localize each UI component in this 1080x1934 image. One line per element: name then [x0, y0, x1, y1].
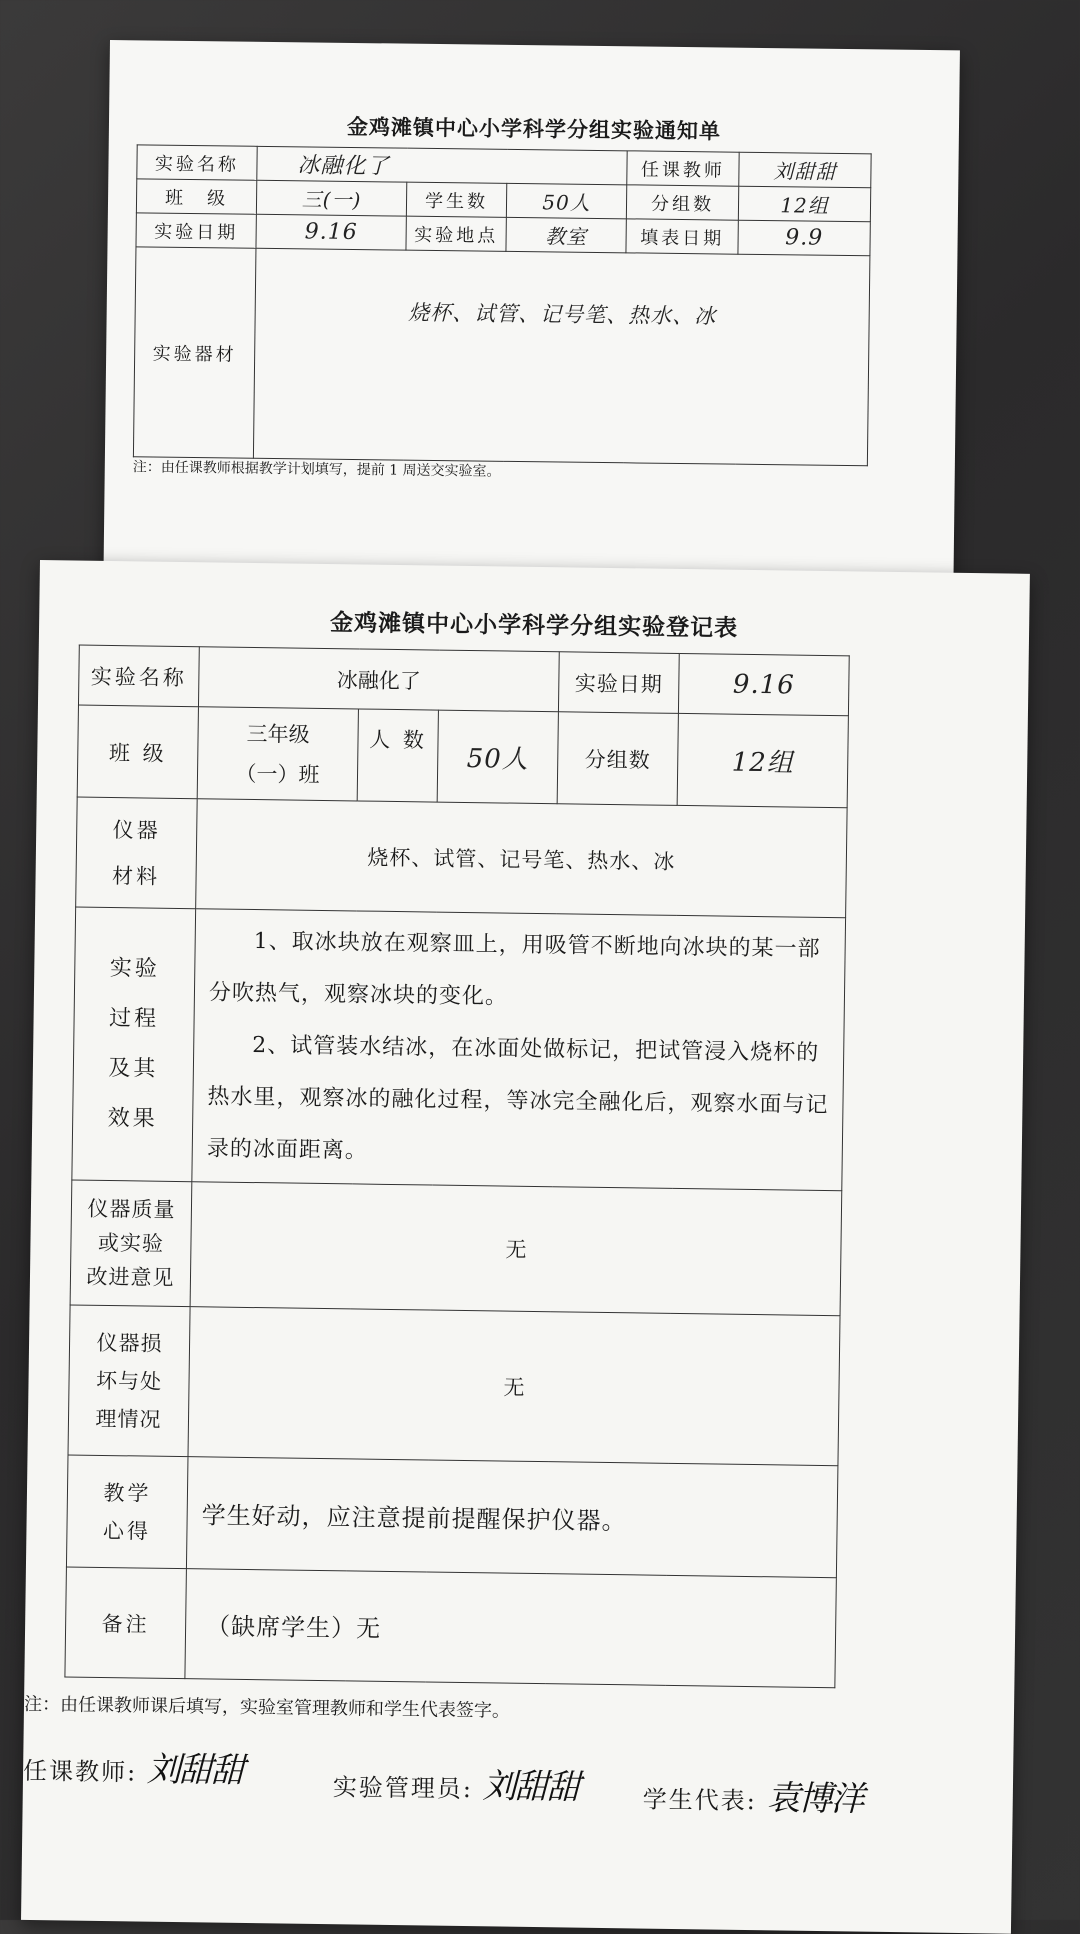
label-process	[72, 907, 196, 1182]
register-table	[64, 645, 849, 1689]
value-groups: 12组	[738, 186, 870, 222]
label-date: 实验日期	[558, 652, 679, 714]
label-quality	[70, 1180, 192, 1307]
label-people: 人 数	[357, 709, 438, 802]
label-damage-1: 仪器损	[96, 1330, 163, 1356]
label-teacher: 任课教师	[627, 151, 739, 186]
teacher-signature: 刘甜甜	[146, 1749, 244, 1791]
label-instruments-1: 仪器	[112, 817, 161, 843]
label-damage	[68, 1305, 190, 1457]
label-instruments-2: 材料	[111, 863, 161, 889]
value-instruments: 烧杯、试管、记号笔、热水、冰	[196, 799, 847, 918]
label-groups: 分组数	[557, 712, 678, 806]
value-remarks: （缺席学生）无	[185, 1569, 836, 1688]
student-signature: 袁博洋	[766, 1778, 863, 1820]
value-date: 9.16	[678, 653, 849, 715]
value-experiment-name: 冰融化了	[198, 647, 559, 712]
register-title: 金鸡滩镇中心小学科学分组实验登记表	[329, 610, 739, 642]
label-groups: 分组数	[626, 185, 738, 220]
teacher-signature-label: 任课教师:	[22, 1756, 138, 1787]
value-students: 50人	[506, 183, 626, 218]
teacher-signature-block	[23, 1740, 243, 1792]
notice-table	[133, 144, 872, 466]
value-process	[192, 909, 846, 1191]
process-step-1: 1、取冰块放在观察皿上，用吸管不断地向冰块的某一部分吹热气，观察冰块的变化。	[208, 929, 821, 1010]
value-class	[197, 707, 358, 801]
value-reflection: 学生好动，应注意提前提醒保护仪器。	[186, 1457, 838, 1578]
label-location: 实验地点	[406, 216, 506, 251]
value-teacher: 刘甜甜	[739, 152, 871, 188]
notice-footnote: 注：由任课教师根据教学计划填写，提前 1 周送交实验室。	[132, 459, 501, 480]
label-process-4: 效果	[107, 1106, 158, 1132]
label-class: 班 级	[136, 179, 256, 214]
value-location: 教室	[506, 217, 626, 252]
label-remarks: 备注	[65, 1567, 187, 1679]
value-class-grade: 三年级	[246, 721, 310, 747]
value-materials: 烧杯、试管、记号笔、热水、冰	[253, 248, 870, 465]
label-class: 班 级	[77, 705, 198, 799]
label-process-3: 及其	[108, 1056, 159, 1082]
label-materials: 实验器材	[133, 247, 256, 458]
student-signature-label: 学生代表:	[642, 1785, 758, 1816]
student-signature-block	[643, 1769, 863, 1821]
value-people: 50人	[437, 710, 558, 804]
label-damage-3: 理情况	[95, 1406, 162, 1432]
notice-sheet	[103, 40, 960, 590]
label-quality-2: 或实验	[97, 1230, 165, 1256]
label-process-2: 过程	[108, 1006, 160, 1032]
label-fill-date: 填表日期	[626, 219, 738, 254]
value-experiment-name: 冰融化了	[257, 146, 627, 185]
register-footnote: 注：由任课教师课后填写，实验室管理教师和学生代表签字。	[23, 1693, 511, 1722]
value-class: 三(一)	[256, 180, 406, 216]
label-damage-2: 坏与处	[95, 1368, 163, 1394]
label-reflection	[66, 1455, 188, 1569]
label-date: 实验日期	[136, 213, 256, 248]
label-quality-3: 改进意见	[86, 1264, 175, 1290]
admin-signature-block	[333, 1756, 579, 1808]
value-date: 9.16	[256, 214, 406, 250]
value-groups: 12组	[677, 713, 848, 807]
label-experiment-name: 实验名称	[137, 145, 257, 180]
label-reflection-1: 教学	[103, 1480, 152, 1506]
label-experiment-name: 实验名称	[78, 645, 199, 707]
label-process-1: 实验	[109, 956, 160, 982]
label-instruments	[76, 797, 198, 909]
value-quality: 无	[190, 1182, 842, 1316]
value-fill-date: 9.9	[738, 220, 870, 256]
label-reflection-2: 心得	[102, 1518, 152, 1544]
register-sheet	[21, 560, 1030, 1934]
value-damage: 无	[188, 1307, 840, 1466]
label-quality-1: 仪器质量	[87, 1196, 176, 1222]
notice-title: 金鸡滩镇中心小学科学分组实验通知单	[346, 114, 722, 144]
admin-signature-label: 实验管理员:	[332, 1773, 474, 1804]
admin-signature: 刘甜甜	[482, 1766, 579, 1808]
process-step-2: 2、试管装水结冰，在冰面处做标记，把试管浸入烧杯的热水里，观察冰的融化过程，等冰完全融化后，观察水面与记录的冰面距离。	[206, 1033, 829, 1164]
label-students: 学生数	[406, 182, 506, 217]
value-class-number: （一）班	[235, 761, 320, 787]
